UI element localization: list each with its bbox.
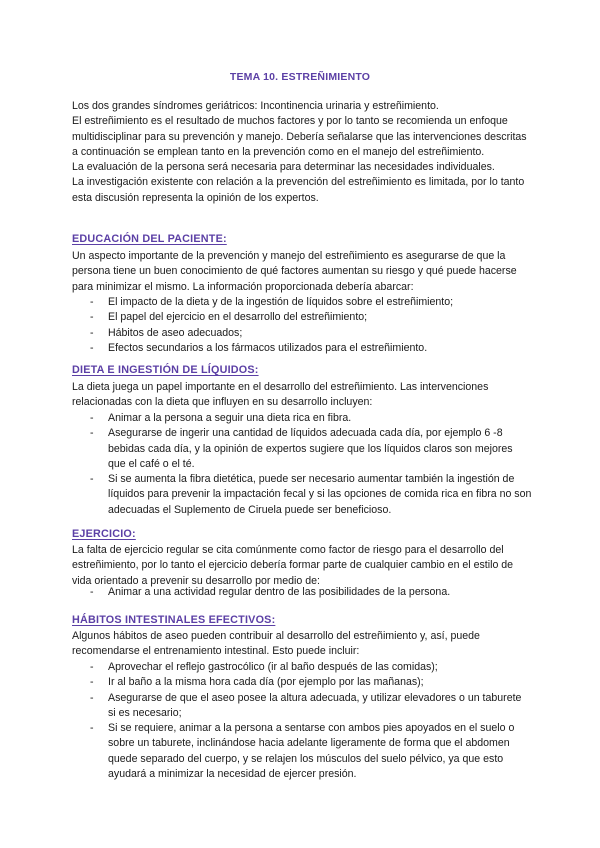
list-item: - Si se requiere, animar a la persona a sentarse con ambos pies apoyados en el suelo o sobre un taburete, inclinándose hacia adelante ligeramente de forma que el abdomen quede separado del cuerpo, y se relajen los músculos del suelo pélvico, ya que esto ayudará a minimizar la necesidad de ejercer presión. <box>90 722 515 781</box>
intro-line-4: La investigación existente con relación a la prevención del estreñimiento es limitada, por lo tanto esta discusión representa la opinión de los expertos. <box>72 176 525 204</box>
dash-icon: - <box>90 341 94 354</box>
dash-icon: - <box>90 661 94 673</box>
section-heading-educacion: EDUCACIÓN DEL PACIENTE: <box>72 233 227 245</box>
list-item: - Animar a una actividad regular dentro de las posibilidades de la persona. <box>72 585 532 600</box>
list-item: - El papel del ejercicio en el desarrollo del estreñimiento; <box>72 310 532 325</box>
section-list-habitos <box>72 660 532 782</box>
dash-icon: - <box>90 691 94 704</box>
dash-icon: - <box>90 473 94 486</box>
section-list-educacion <box>72 295 532 356</box>
list-item: - Asegurarse de ingerir una cantidad de líquidos adecuada cada día, por ejemplo 6 -8 bebidas cada día, y la opinión de expertos sugiere que los líquidos claros son mejores que el café o el té. <box>90 427 513 470</box>
list-item: - Hábitos de aseo adecuados; <box>72 326 532 341</box>
list-item: - Si se aumenta la fibra dietética, puede ser necesario aumentar también la ingestión de líquidos para prevenir la impactación fecal y si las opciones de comida rica en fibra no son adecuadas el Suplemento de Ciruela puede ser beneficioso. <box>90 473 532 516</box>
dash-icon: - <box>90 676 94 689</box>
section-text-dieta: La dieta juega un papel importante en el desarrollo del estreñimiento. Las intervenciones relacionadas con la dieta que influyen en su desarrollo incluyen: <box>72 381 489 409</box>
dash-icon: - <box>90 412 94 424</box>
dash-icon: - <box>90 296 94 308</box>
intro-line-1: Los dos grandes síndromes geriátricos: Incontinencia urinaria y estreñimiento. <box>72 100 439 112</box>
list-item: - Ir al baño a la misma hora cada día (por ejemplo por las mañanas); <box>72 675 532 690</box>
dash-icon: - <box>90 427 94 440</box>
section-heading-habitos: HÁBITOS INTESTINALES EFECTIVOS: <box>72 614 276 626</box>
section-text-ejercicio: La falta de ejercicio regular se cita comúnmente como factor de riesgo para el desarrollo del estreñimiento, por lo tanto el ejercicio debería formar parte de cualquier cambio en el estilo de vida orientado a prevenir su desarrollo por medio de: <box>72 544 514 587</box>
list-item: - Efectos secundarios a los fármacos utilizados para el estreñimiento. <box>72 341 532 356</box>
intro-paragraph <box>72 99 532 206</box>
section-heading-ejercicio: EJERCICIO: <box>72 528 136 540</box>
list-item: - Asegurarse de que el aseo posee la altura adecuada, y utilizar elevadores o un taburete si es necesario; <box>90 691 522 719</box>
page-title: TEMA 10. ESTREÑIMIENTO <box>229 71 371 83</box>
section-text-habitos: Algunos hábitos de aseo pueden contribuir al desarrollo del estreñimiento y, así, puede recomendarse el entrenamiento intestinal. Esto puede incluir: <box>72 630 480 658</box>
dash-icon: - <box>90 311 94 324</box>
intro-line-2: El estreñimiento es el resultado de muchos factores y por lo tanto se recomienda un enfoque multidisciplinar para su prevención y manejo. Debería señalarse que las intervenciones descritas a continuación se emplean tanto en la prevención como en el manejo del estreñimiento. <box>72 115 527 158</box>
intro-line-3: La evaluación de la persona será necesaria para determinar las necesidades individuales. <box>72 161 495 174</box>
list-item: - Animar a la persona a seguir una dieta rica en fibra. <box>72 411 532 426</box>
section-text-educacion: Un aspecto importante de la prevención y manejo del estreñimiento es asegurarse de que la persona tiene un buen conocimiento de qué factores aumentan su riesgo y qué puede hacerse para minimizar el mismo. La información proporcionada debería abarcar: <box>72 250 517 293</box>
section-heading-dieta: DIETA E INGESTIÓN DE LÍQUIDOS: <box>72 364 259 376</box>
dash-icon: - <box>90 326 94 339</box>
dash-icon: - <box>90 586 94 598</box>
list-item: - Aprovechar el reflejo gastrocólico (ir al baño después de las comidas); <box>72 660 532 675</box>
section-list-ejercicio <box>72 585 532 600</box>
list-item: - El impacto de la dieta y de la ingestión de líquidos sobre el estreñimiento; <box>72 295 532 310</box>
dash-icon: - <box>90 722 94 735</box>
section-list-dieta <box>72 411 532 518</box>
